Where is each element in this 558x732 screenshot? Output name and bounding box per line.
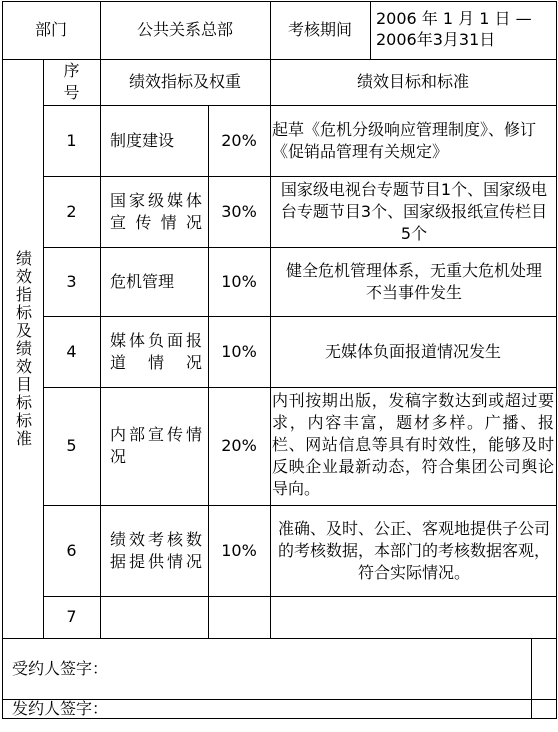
side-label-cell	[2, 59, 43, 638]
row-indicator-text: 媒体负面报道情况	[110, 330, 202, 372]
row-weight	[208, 596, 270, 638]
row-seq: 6	[66, 540, 77, 560]
row-weight: 20%	[221, 130, 257, 150]
row-target: 内刊按期出版，发稿字数达到或超过要求，内容丰富，题材多样。广播、报栏、网站信息等具有时效性，能够及时反映企业最新动态，符合集团公司舆论导向。	[272, 391, 554, 498]
row-target: 准确、及时、公正、客观地提供子公司的考核数据，本部门的考核数据客观，符合实际情况。	[277, 518, 550, 582]
row-weight: 20%	[221, 436, 257, 455]
row-indicator	[110, 596, 202, 638]
row-indicator	[110, 505, 202, 596]
row-target-text: 起草《危机分级响应管理制度》、修订《促销品管理有关规定》	[272, 119, 537, 161]
row-indicator: 危机管理	[110, 271, 175, 291]
row-seq: 7	[66, 607, 77, 626]
row-weight: 10%	[221, 271, 257, 291]
row-target: 无媒体负面报道情况发生	[324, 341, 501, 361]
period-value	[376, 8, 554, 56]
row-target	[272, 596, 554, 638]
row-target: 国家级电视台专题节目1个、国家级电台专题节目3个、国家级报纸宣传栏目5个	[280, 179, 548, 243]
promisee-signature-label: 受约人签字：	[12, 658, 109, 678]
row-seq: 5	[66, 436, 77, 455]
row-indicator	[110, 176, 202, 247]
row-seq: 3	[66, 271, 77, 291]
row-weight: 10%	[221, 540, 257, 560]
row-seq: 2	[66, 201, 77, 221]
side-label: 绩效指标及绩效目标标准	[13, 249, 33, 448]
dept-value: 公共关系总部	[136, 20, 233, 39]
row-indicator-text: 内部宣传情况	[110, 425, 202, 466]
dept-label: 部门	[34, 20, 67, 39]
row-weight: 30%	[221, 201, 257, 221]
row-indicator: 制度建设	[110, 130, 175, 150]
row-indicator	[110, 387, 202, 505]
col-seq-header: 序号	[63, 61, 80, 102]
row-indicator-text: 绩效考核数据提供情况	[110, 529, 202, 571]
promisor-signature-label: 发约人签字：	[12, 699, 109, 718]
row-weight: 10%	[221, 341, 257, 361]
col-target-header: 绩效目标和标准	[356, 72, 469, 91]
row-target	[272, 105, 554, 176]
row-indicator	[110, 316, 202, 387]
row-seq: 4	[66, 341, 77, 361]
row-indicator-text: 国家级媒体宣传情况	[110, 190, 202, 232]
period-value-line2: 2006年3月31日	[376, 30, 496, 49]
row-target: 健全危机管理体系，无重大危机处理不当事件发生	[285, 260, 542, 302]
period-label: 考核期间	[287, 20, 352, 39]
col-indicator-header: 绩效指标及权重	[128, 72, 241, 91]
row-seq: 1	[66, 130, 77, 150]
period-value-line1: 2006 年 1 月 1 日 —	[376, 9, 532, 28]
